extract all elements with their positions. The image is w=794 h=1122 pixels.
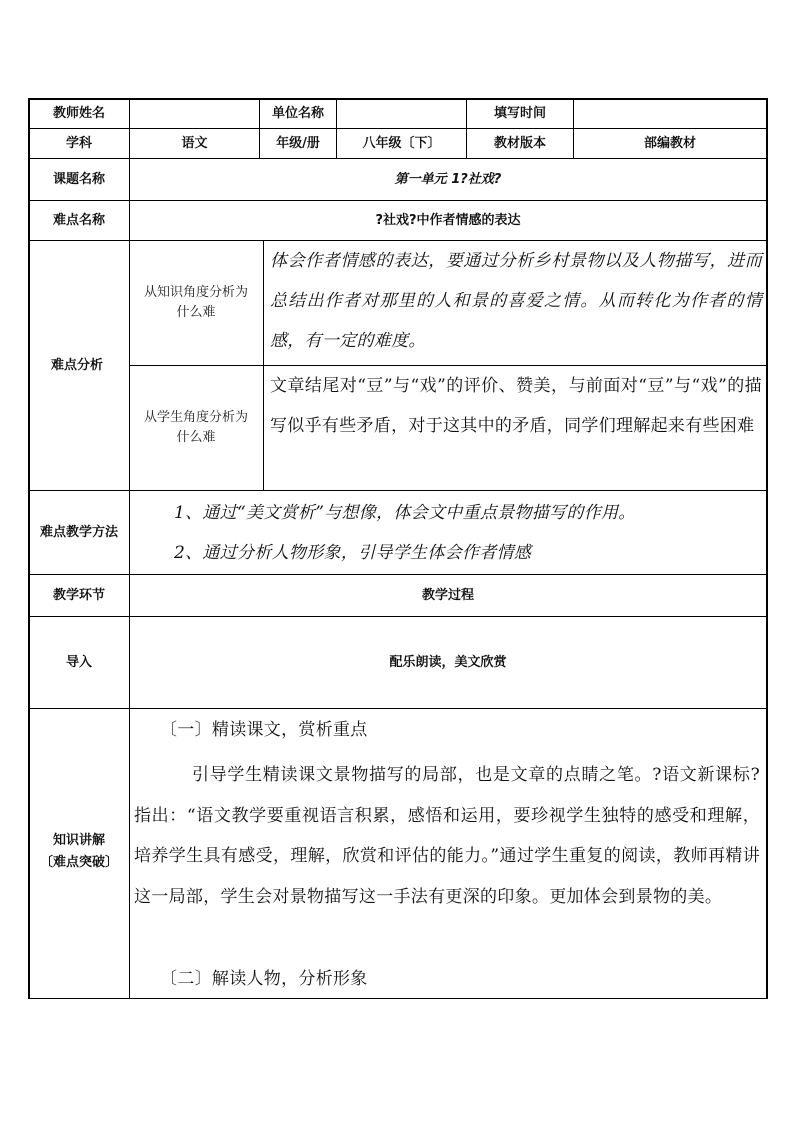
analysis-knowledge-label: 从知识角度分析为什么难	[143, 285, 248, 320]
topic-value: 第一单元 1?社戏?	[394, 171, 502, 187]
method-item: 1、通过“美文赏析”与想像，体会文中重点景物描写的作用。	[174, 503, 636, 523]
method-item: 2、通过分析人物形象，引导学生体会作者情感	[174, 543, 532, 563]
intro-label: 导入	[65, 654, 92, 670]
date-label: 填写时间	[493, 105, 546, 121]
row-divider	[29, 708, 767, 709]
grade-value: 八年级〔下〕	[362, 135, 441, 151]
knowledge-paragraph: 引导学生精读课文景物描写的局部，也是文章的点睛之笔。?语文新课标?指出：“语文教学要重视语言积累，感悟和运用，要珍视学生独特的感受和理解，培养学生具有感受，理解，欣赏和评估的能力。”通过学生重复的阅读，教师再精讲这一局部，学生会对景物描写这一手法有更深的印象。更加体会到景物的美。	[134, 765, 760, 907]
process-label: 教学过程	[421, 587, 474, 603]
date-value[interactable]	[574, 99, 766, 128]
topic-label: 课题名称	[52, 171, 105, 187]
knowledge-label: 知识讲解	[52, 833, 105, 848]
stage-label: 教学环节	[52, 587, 105, 603]
row-divider	[29, 490, 767, 491]
analysis-student-label: 从学生角度分析为什么难	[143, 410, 248, 445]
table-border-right	[766, 98, 768, 999]
edition-label: 教材版本	[493, 135, 546, 151]
knowledge-heading-2: 〔二〕解读人物，分析形象	[160, 969, 368, 989]
analysis-student-text: 文章结尾对“豆”与“戏”的评价、赞美，与前面对“豆”与“戏”的描写似乎有些矛盾，对于这其中的矛盾，同学们理解起来有些困难	[270, 376, 762, 436]
difficulty-value: ?社戏?中作者情感的表达	[375, 212, 521, 228]
knowledge-sublabel: 〔难点突破〕	[39, 855, 118, 870]
subject-value: 语文	[181, 135, 208, 151]
method-label: 难点教学方法	[39, 524, 118, 540]
difficulty-label: 难点名称	[52, 212, 105, 228]
subject-label: 学科	[65, 135, 92, 151]
edition-value: 部编教材	[643, 135, 696, 151]
unit-value[interactable]	[337, 99, 466, 128]
analysis-label: 难点分析	[51, 357, 104, 373]
intro-value: 配乐朗读，美文欣赏	[389, 654, 507, 670]
teacher-name-label: 教师姓名	[52, 105, 105, 121]
grade-label: 年级/册	[276, 135, 320, 151]
table-border-bottom	[29, 998, 767, 999]
column-divider	[263, 240, 264, 490]
analysis-knowledge-text: 体会作者情感的表达，要通过分析乡村景物以及人物描写，进而总结出作者对那里的人和景的喜爱之情。从而转化为作者的情感，有一定的难度。	[270, 251, 762, 351]
knowledge-heading-1: 〔一〕精读课文，赏析重点	[160, 720, 368, 740]
unit-label: 单位名称	[271, 105, 324, 121]
teacher-name-value[interactable]	[130, 99, 259, 128]
